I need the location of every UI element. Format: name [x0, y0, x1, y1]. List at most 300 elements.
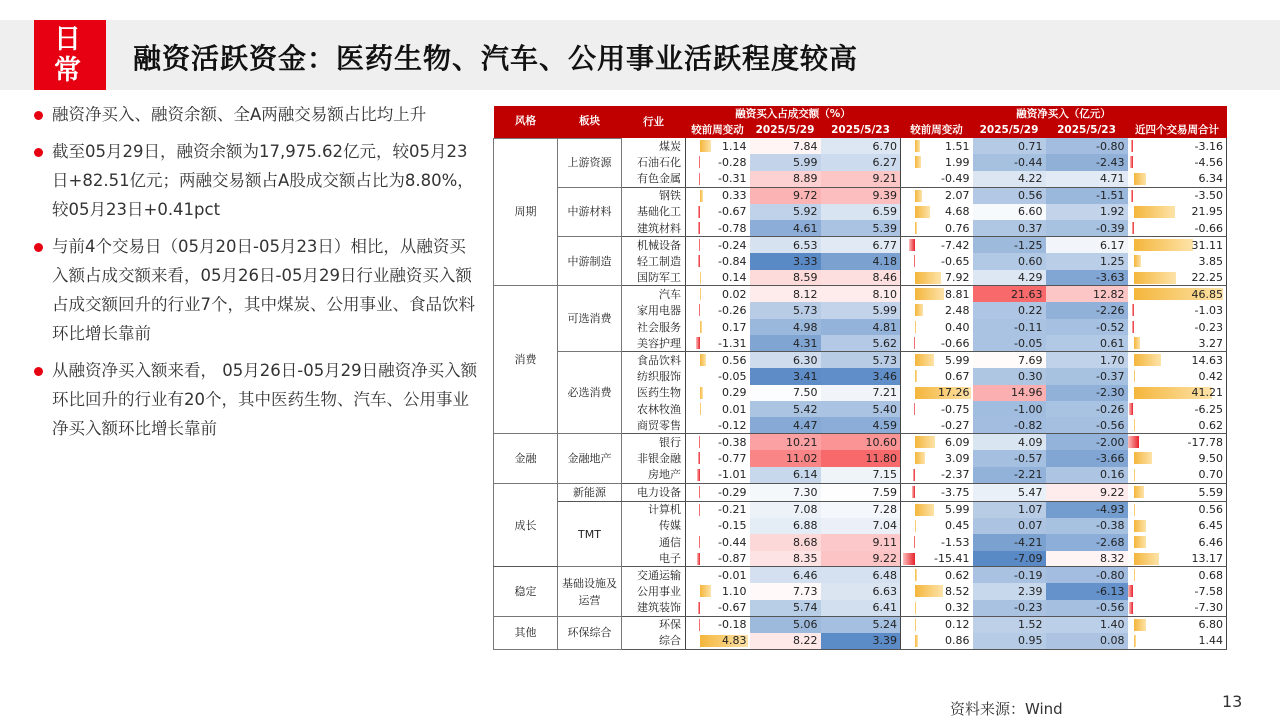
value-cell — [821, 583, 901, 599]
data-bar — [915, 370, 917, 382]
bullet-item — [30, 137, 480, 224]
value-cell — [686, 434, 750, 450]
industry-cell: 国防军工 — [622, 270, 686, 286]
bullet-text: 与前4个交易日（05月20日-05月23日）相比，从融资买入额占成交额来看，05月26日-05月29日行业融资买入额占成交额回升的行业7个，其中煤炭、公用事业、食品饮料环比增长靠前 — [52, 237, 475, 343]
data-bar — [1134, 239, 1193, 251]
value-cell — [750, 450, 821, 466]
value-cell — [901, 483, 973, 501]
value-text: 0.30 — [1018, 369, 1043, 383]
value-text: -2.26 — [1096, 304, 1125, 318]
value-cell — [821, 633, 901, 649]
header-col-change-2: 较前周变动 — [901, 122, 973, 138]
value-text: 8.35 — [793, 551, 818, 565]
value-text: 4.47 — [793, 418, 818, 432]
value-text: -0.82 — [1014, 418, 1043, 432]
data-bar — [1134, 536, 1146, 548]
value-text: 0.68 — [1198, 568, 1223, 582]
value-cell — [686, 551, 750, 567]
sector-cell: 金融地产 — [558, 434, 622, 483]
value-cell — [1046, 302, 1128, 318]
value-text: 0.45 — [945, 519, 970, 533]
value-cell — [973, 270, 1046, 286]
value-text: 3.46 — [872, 369, 897, 383]
value-cell — [1046, 434, 1128, 450]
data-bar — [1134, 569, 1135, 581]
value-text: 4.18 — [872, 254, 897, 268]
value-text: -4.56 — [1194, 156, 1223, 170]
value-text: -0.67 — [718, 601, 747, 615]
value-text: -0.21 — [718, 503, 747, 517]
value-cell — [1128, 501, 1227, 517]
value-text: -0.44 — [1014, 156, 1043, 170]
value-text: 0.08 — [1100, 634, 1125, 648]
value-text: 17.26 — [938, 386, 970, 400]
header-col-date-4: 2025/5/23 — [1046, 122, 1128, 138]
value-cell — [901, 237, 973, 253]
data-bar — [915, 585, 943, 597]
data-bar — [700, 321, 702, 333]
value-cell — [973, 417, 1046, 433]
value-text: 4.83 — [722, 634, 747, 648]
value-text: 6.46 — [1198, 535, 1223, 549]
sector-cell: 新能源 — [558, 483, 622, 501]
value-cell — [821, 286, 901, 302]
data-bar — [1134, 504, 1135, 516]
value-text: -0.05 — [718, 369, 747, 383]
value-cell — [686, 302, 750, 318]
value-text: 6.34 — [1198, 172, 1223, 186]
value-text: 0.76 — [945, 221, 970, 235]
value-cell — [686, 633, 750, 649]
value-text: -7.09 — [1014, 551, 1043, 565]
value-text: 8.89 — [793, 172, 818, 186]
value-text: 1.52 — [1018, 618, 1043, 632]
value-text: -0.77 — [718, 452, 747, 466]
value-text: -2.30 — [1096, 386, 1125, 400]
section-logo — [34, 20, 106, 90]
value-cell — [973, 633, 1046, 649]
value-cell — [686, 286, 750, 302]
value-text: 3.09 — [945, 452, 970, 466]
sector-cell: 中游材料 — [558, 187, 622, 236]
value-cell — [750, 319, 821, 335]
value-cell — [686, 253, 750, 269]
value-text: 1.07 — [1018, 503, 1043, 517]
value-text: -0.26 — [1096, 402, 1125, 416]
value-cell — [973, 319, 1046, 335]
value-cell — [973, 154, 1046, 170]
value-cell — [1128, 450, 1227, 466]
data-bar — [914, 337, 915, 349]
value-cell — [1046, 319, 1128, 335]
industry-cell: 钢铁 — [659, 189, 681, 203]
margin-trading-table — [493, 106, 1227, 650]
value-text: -0.52 — [1096, 320, 1125, 334]
value-cell — [750, 220, 821, 236]
header-col-date-1: 2025/5/29 — [750, 122, 821, 138]
value-text: -2.68 — [1096, 535, 1125, 549]
value-text: 13.17 — [1191, 551, 1223, 565]
value-cell — [901, 633, 973, 649]
value-cell — [901, 154, 973, 170]
value-cell — [1128, 616, 1227, 632]
style-cell: 成长 — [494, 483, 558, 567]
industry-cell: 电子 — [622, 551, 686, 567]
bullet-item — [30, 356, 480, 443]
data-bar — [699, 156, 700, 168]
header-col-four-week-total: 近四个交易周合计 — [1128, 122, 1227, 138]
data-bar — [1134, 452, 1152, 464]
value-text: 0.86 — [945, 634, 970, 648]
value-text: -6.13 — [1096, 585, 1125, 599]
value-text: 1.92 — [1100, 205, 1125, 219]
value-cell — [1128, 319, 1227, 335]
value-text: 7.84 — [793, 139, 818, 153]
value-text: 5.99 — [945, 503, 970, 517]
value-cell — [821, 467, 901, 483]
value-text: -0.18 — [718, 618, 747, 632]
value-cell — [750, 368, 821, 384]
value-cell — [686, 501, 750, 517]
value-cell — [686, 187, 750, 203]
value-cell — [901, 551, 973, 567]
value-text: 5.62 — [872, 336, 897, 350]
data-bar — [1128, 436, 1140, 448]
industry-cell: 轻工制造 — [637, 254, 681, 268]
data-bar — [1129, 403, 1133, 415]
industry-cell: 通信 — [659, 535, 681, 549]
bullet-text: 从融资净买入额来看， 05月26日-05月29日融资净买入额环比回升的行业有20个，其中医药生物、汽车、公用事业净买入额环比增长靠前 — [52, 361, 478, 438]
value-cell — [1128, 534, 1227, 550]
value-cell — [1046, 450, 1128, 466]
value-cell — [973, 385, 1046, 401]
value-cell — [686, 401, 750, 417]
logo-char-2: 常 — [54, 55, 81, 86]
value-text: -0.05 — [1014, 336, 1043, 350]
value-cell — [973, 518, 1046, 534]
value-cell — [973, 434, 1046, 450]
value-cell — [750, 583, 821, 599]
value-text: 5.59 — [1198, 485, 1223, 499]
value-text: 8.12 — [793, 287, 818, 301]
value-cell — [1128, 138, 1227, 154]
value-cell — [750, 204, 821, 220]
data-bar — [915, 635, 918, 647]
value-text: 41.21 — [1191, 386, 1223, 400]
value-text: -0.49 — [941, 172, 970, 186]
value-cell — [686, 270, 750, 286]
value-cell — [1046, 187, 1128, 203]
sector-cell: 可选消费 — [558, 286, 622, 352]
value-cell — [750, 385, 821, 401]
value-text: 8.22 — [793, 634, 818, 648]
table-row — [494, 434, 1227, 450]
value-cell — [901, 567, 973, 583]
industry-cell: 农林牧渔 — [637, 402, 681, 416]
value-cell — [901, 138, 973, 154]
value-cell — [686, 483, 750, 501]
value-cell — [901, 401, 973, 417]
value-cell — [973, 286, 1046, 302]
industry-cell: 基础化工 — [637, 205, 681, 219]
value-cell — [973, 335, 1046, 351]
value-cell — [973, 253, 1046, 269]
value-cell — [750, 434, 821, 450]
value-cell — [821, 270, 901, 286]
value-text: 5.73 — [793, 304, 818, 318]
sector-cell: 中游制造 — [558, 237, 622, 286]
page-title: 融资活跃资金：医药生物、汽车、公用事业活跃程度较高 — [133, 42, 859, 75]
value-text: 0.32 — [945, 601, 970, 615]
value-text: 0.67 — [945, 369, 970, 383]
value-cell — [1128, 270, 1227, 286]
value-cell — [901, 270, 973, 286]
value-cell — [973, 187, 1046, 203]
data-bar — [699, 619, 700, 631]
page-number: 13 — [1222, 692, 1243, 711]
value-cell — [686, 171, 750, 187]
value-text: -1.53 — [941, 535, 970, 549]
value-text: 9.39 — [872, 189, 897, 203]
data-bar — [914, 255, 915, 267]
industry-cell: 建筑材料 — [622, 220, 686, 236]
value-cell — [821, 368, 901, 384]
value-text: 3.27 — [1198, 336, 1223, 350]
data-bar — [1134, 337, 1140, 349]
value-text: 0.22 — [1018, 304, 1043, 318]
value-cell — [1046, 467, 1128, 483]
value-cell — [750, 302, 821, 318]
table-row — [494, 286, 1227, 302]
industry-cell: 商贸零售 — [622, 417, 686, 433]
data-bar — [914, 403, 915, 415]
value-text: 6.77 — [872, 238, 897, 252]
value-cell — [973, 302, 1046, 318]
value-text: 7.28 — [872, 503, 897, 517]
value-cell — [821, 401, 901, 417]
value-cell — [1128, 253, 1227, 269]
value-text: 9.21 — [872, 172, 897, 186]
value-cell — [750, 534, 821, 550]
data-bar — [1130, 156, 1133, 168]
value-cell — [821, 450, 901, 466]
value-text: 8.10 — [872, 287, 897, 301]
value-cell — [973, 352, 1046, 368]
value-text: 0.02 — [722, 287, 747, 301]
value-text: -2.21 — [1014, 468, 1043, 482]
data-bar — [699, 304, 700, 316]
value-cell — [821, 138, 901, 154]
value-text: 0.62 — [945, 568, 970, 582]
value-text: -0.27 — [941, 418, 970, 432]
value-cell — [1128, 633, 1227, 649]
value-cell — [901, 187, 973, 203]
value-cell — [821, 187, 901, 203]
value-text: -1.25 — [1014, 238, 1043, 252]
bullet-text: 截至05月29日，融资余额为17,975.62亿元，较05月23日+82.51亿元；两融交易额占A股成交额占比为8.80%，较05月23日+0.41pct — [52, 142, 474, 219]
value-cell — [750, 352, 821, 368]
data-bar — [1134, 619, 1147, 631]
data-bar — [915, 190, 922, 202]
data-bar — [697, 469, 700, 481]
table-row — [494, 138, 1227, 154]
value-text: -2.37 — [941, 468, 970, 482]
value-cell — [901, 501, 973, 517]
value-cell — [821, 204, 901, 220]
value-text: 4.81 — [872, 320, 897, 334]
data-bar — [915, 206, 930, 218]
value-cell — [1046, 600, 1128, 616]
value-cell — [686, 417, 750, 433]
value-text: -0.15 — [718, 519, 747, 533]
value-cell — [1128, 551, 1227, 567]
value-cell — [686, 352, 750, 368]
value-cell — [901, 352, 973, 368]
value-text: 7.92 — [945, 270, 970, 284]
value-text: 6.30 — [793, 353, 818, 367]
industry-cell: 建筑装饰 — [622, 600, 686, 616]
value-cell — [901, 302, 973, 318]
value-text: 0.33 — [722, 189, 747, 203]
value-cell — [973, 551, 1046, 567]
data-bar — [915, 156, 921, 168]
value-text: -0.28 — [718, 156, 747, 170]
value-cell — [750, 501, 821, 517]
industry-cell: 医药生物 — [637, 386, 681, 400]
industry-cell: 非银金融 — [637, 452, 681, 466]
value-text: -0.78 — [718, 221, 747, 235]
value-cell — [686, 616, 750, 632]
header-style: 风格 — [494, 106, 558, 138]
header-col-change-1: 较前周变动 — [686, 122, 750, 138]
value-text: 0.56 — [1018, 189, 1043, 203]
value-cell — [821, 616, 901, 632]
value-cell — [1128, 467, 1227, 483]
value-text: -0.38 — [1096, 519, 1125, 533]
value-cell — [686, 534, 750, 550]
value-text: 8.68 — [793, 535, 818, 549]
data-bar — [1134, 635, 1137, 647]
value-cell — [1046, 220, 1128, 236]
table-row — [494, 237, 1227, 253]
value-text: 5.73 — [872, 353, 897, 367]
value-text: 4.09 — [1018, 435, 1043, 449]
value-text: 6.80 — [1198, 618, 1223, 632]
data-bar — [698, 206, 700, 218]
value-text: -7.58 — [1194, 585, 1223, 599]
value-cell — [1046, 352, 1128, 368]
value-cell — [821, 352, 901, 368]
value-text: -7.30 — [1194, 601, 1223, 615]
value-text: 1.10 — [722, 585, 747, 599]
value-text: 0.37 — [1018, 221, 1043, 235]
data-bar — [915, 452, 925, 464]
value-text: -0.11 — [1014, 320, 1043, 334]
value-cell — [686, 335, 750, 351]
industry-cell: 石油石化 — [637, 156, 681, 170]
bullet-dot-icon — [34, 243, 43, 252]
industry-cell: 机械设备 — [637, 238, 681, 252]
value-cell — [973, 583, 1046, 599]
value-text: 3.33 — [793, 254, 818, 268]
data-bar — [700, 140, 711, 152]
value-text: -15.41 — [934, 551, 970, 565]
bullet-item — [30, 232, 480, 348]
value-text: -3.16 — [1194, 139, 1223, 153]
logo-char-1: 日 — [54, 24, 81, 55]
value-text: 4.98 — [793, 320, 818, 334]
data-bar — [915, 304, 923, 316]
value-cell — [821, 220, 901, 236]
value-text: 1.14 — [722, 139, 747, 153]
data-bar — [699, 504, 700, 516]
value-cell — [686, 138, 750, 154]
value-cell — [821, 335, 901, 351]
value-cell — [973, 237, 1046, 253]
value-text: 7.73 — [793, 585, 818, 599]
style-cell: 金融 — [494, 434, 558, 483]
data-bar — [915, 222, 917, 234]
value-cell — [686, 204, 750, 220]
value-text: 0.62 — [1198, 418, 1223, 432]
value-text: 46.85 — [1191, 287, 1223, 301]
value-cell — [686, 368, 750, 384]
value-text: 6.27 — [872, 156, 897, 170]
value-cell — [686, 567, 750, 583]
style-cell: 其他 — [494, 616, 558, 649]
value-cell — [973, 534, 1046, 550]
value-text: 1.25 — [1100, 254, 1125, 268]
data-bar — [915, 288, 944, 300]
data-bar — [699, 436, 700, 448]
value-cell — [1128, 302, 1227, 318]
value-cell — [686, 385, 750, 401]
value-text: 6.53 — [793, 238, 818, 252]
bullet-text: 融资净买入、融资余额、全A两融交易额占比均上升 — [52, 105, 427, 124]
data-bar — [698, 255, 700, 267]
value-text: 6.88 — [793, 519, 818, 533]
value-text: -0.56 — [1096, 601, 1125, 615]
value-text: -0.66 — [1194, 221, 1223, 235]
value-text: 3.85 — [1198, 254, 1223, 268]
value-cell — [901, 204, 973, 220]
value-text: -0.87 — [718, 551, 747, 565]
bullet-dot-icon — [34, 148, 43, 157]
data-bar — [913, 469, 915, 481]
value-cell — [1046, 401, 1128, 417]
data-bar — [1134, 354, 1162, 366]
value-text: 11.80 — [865, 452, 897, 466]
value-cell — [1128, 567, 1227, 583]
data-bar — [696, 337, 700, 349]
value-text: -0.31 — [718, 172, 747, 186]
value-text: 14.63 — [1191, 353, 1223, 367]
data-bar — [699, 486, 700, 498]
value-cell — [1128, 434, 1227, 450]
value-cell — [750, 253, 821, 269]
value-cell — [1128, 204, 1227, 220]
value-text: -17.78 — [1187, 435, 1223, 449]
sector-cell: 必选消费 — [558, 352, 622, 434]
value-cell — [686, 154, 750, 170]
value-text: 7.30 — [793, 485, 818, 499]
value-cell — [1128, 483, 1227, 501]
value-cell — [901, 319, 973, 335]
style-cell: 消费 — [494, 286, 558, 434]
value-cell — [821, 237, 901, 253]
value-cell — [901, 434, 973, 450]
value-cell — [750, 633, 821, 649]
